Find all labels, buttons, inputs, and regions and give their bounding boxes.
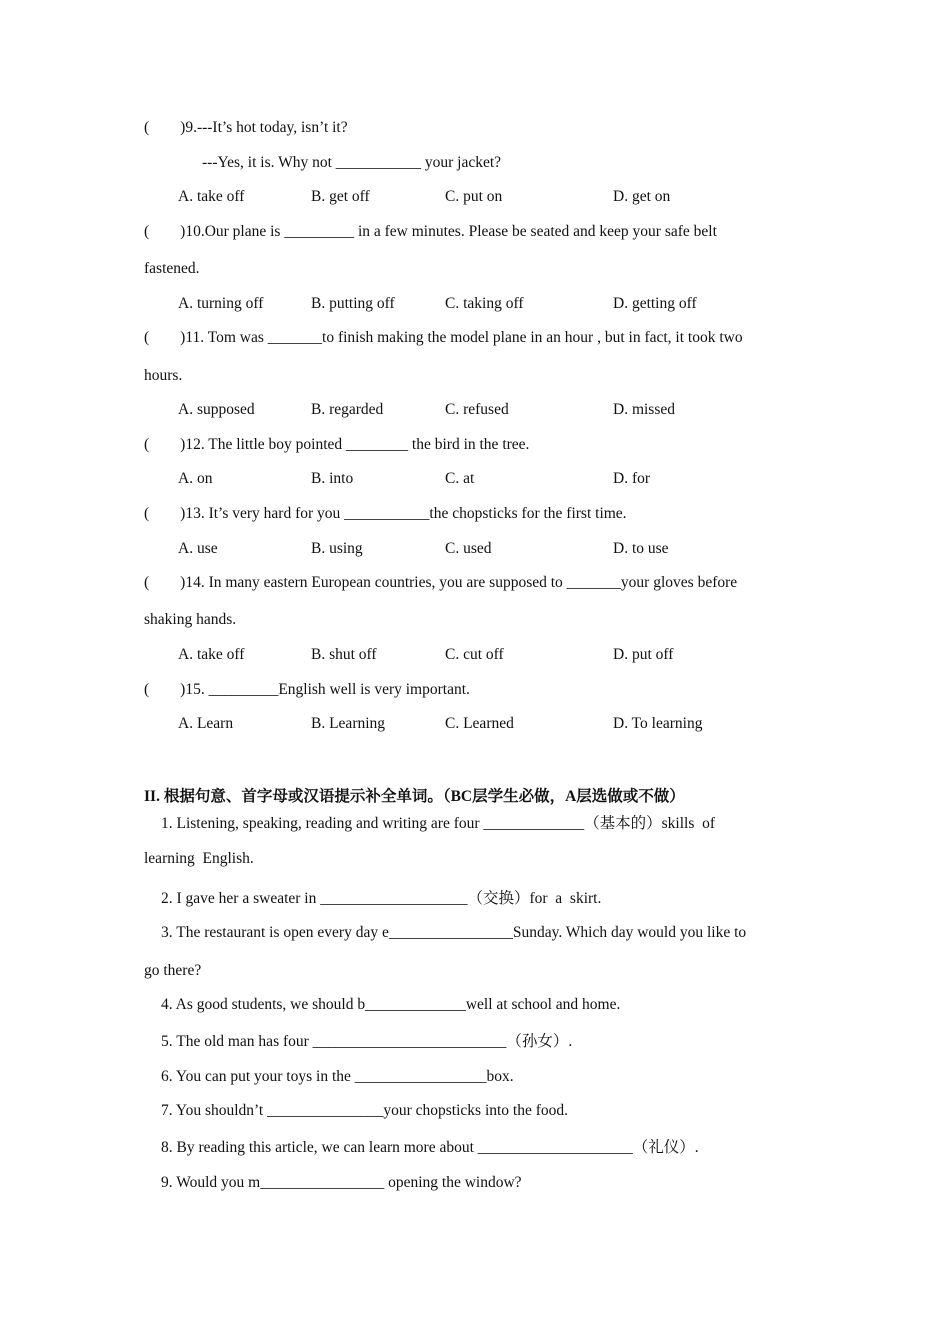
- question-14-option-d: D. put off: [613, 646, 674, 663]
- question-12-stem: ( )12. The little boy pointed ________ the bird in the tree.: [144, 436, 530, 453]
- question-11-option-d: D. missed: [613, 401, 675, 418]
- section-2-item-5: 5. The old man has four _________________________（孙女）.: [161, 1033, 573, 1050]
- question-10-option-d: D. getting off: [613, 295, 697, 312]
- section-2-item-8: 8. By reading this article, we can learn more about ____________________（礼仪）.: [161, 1139, 699, 1156]
- question-13-option-c: C. used: [445, 540, 492, 557]
- question-15-option-a: A. Learn: [178, 715, 234, 732]
- section-2-item-6: 6. You can put your toys in the _________________box.: [161, 1068, 514, 1085]
- section-2-item-3: 3. The restaurant is open every day e________________Sunday. Which day would you like to: [161, 924, 747, 941]
- question-11-option-b: B. regarded: [311, 401, 384, 418]
- question-14-stem: ( )14. In many eastern European countries, you are supposed to _______your gloves before: [144, 574, 738, 591]
- question-10-option-b: B. putting off: [311, 295, 395, 312]
- section-2-item-3-cont: go there?: [144, 962, 202, 979]
- question-12-option-a: A. on: [178, 470, 213, 487]
- question-10-stem: ( )10.Our plane is _________ in a few minutes. Please be seated and keep your safe belt: [144, 223, 717, 240]
- question-14-option-c: C. cut off: [445, 646, 504, 663]
- question-9-option-d: D. get on: [613, 188, 671, 205]
- question-12-option-b: B. into: [311, 470, 354, 487]
- question-15-option-b: B. Learning: [311, 715, 386, 732]
- question-10-option-c: C. taking off: [445, 295, 524, 312]
- question-14-stem-line2: shaking hands.: [144, 611, 237, 628]
- question-11-stem-line2: hours.: [144, 367, 183, 384]
- question-13-option-b: B. using: [311, 540, 363, 557]
- section-2-item-1: 1. Listening, speaking, reading and writing are four _____________（基本的）skills of: [161, 815, 716, 832]
- question-14-option-a: A. take off: [178, 646, 245, 663]
- question-11-stem: ( )11. Tom was _______to finish making the model plane in an hour , but in fact, it took two: [144, 329, 743, 346]
- question-10-option-a: A. turning off: [178, 295, 264, 312]
- question-15-option-c: C. Learned: [445, 715, 514, 732]
- question-9-option-b: B. get off: [311, 188, 370, 205]
- section-2-item-7: 7. You shouldn’t _______________your chopsticks into the food.: [161, 1102, 569, 1119]
- section-2-item-1-cont: learning English.: [144, 850, 254, 867]
- section-2-item-9: 9. Would you m________________ opening the window?: [161, 1174, 522, 1191]
- question-13-option-a: A. use: [178, 540, 218, 557]
- question-11-option-a: A. supposed: [178, 401, 255, 418]
- section-2-item-4: 4. As good students, we should b_____________well at school and home.: [161, 996, 621, 1013]
- question-10-stem-line2: fastened.: [144, 260, 200, 277]
- question-9-stem-line2: ---Yes, it is. Why not ___________ your jacket?: [202, 154, 502, 171]
- question-9-option-c: C. put on: [445, 188, 503, 205]
- question-11-option-c: C. refused: [445, 401, 509, 418]
- question-9-stem: ( )9.---It’s hot today, isn’t it?: [144, 119, 348, 136]
- question-13-stem: ( )13. It’s very hard for you ___________the chopsticks for the first time.: [144, 505, 627, 522]
- question-15-option-d: D. To learning: [613, 715, 703, 732]
- question-12-option-d: D. for: [613, 470, 651, 487]
- section-2-item-2: 2. I gave her a sweater in ___________________（交换）for a skirt.: [161, 890, 602, 907]
- question-15-stem: ( )15. _________English well is very important.: [144, 681, 470, 698]
- question-13-option-d: D. to use: [613, 540, 669, 557]
- question-14-option-b: B. shut off: [311, 646, 377, 663]
- question-12-option-c: C. at: [445, 470, 475, 487]
- section-2-title: II. 根据句意、首字母或汉语提示补全单词。（BC层学生必做，A层选做或不做）: [144, 788, 685, 805]
- question-9-option-a: A. take off: [178, 188, 245, 205]
